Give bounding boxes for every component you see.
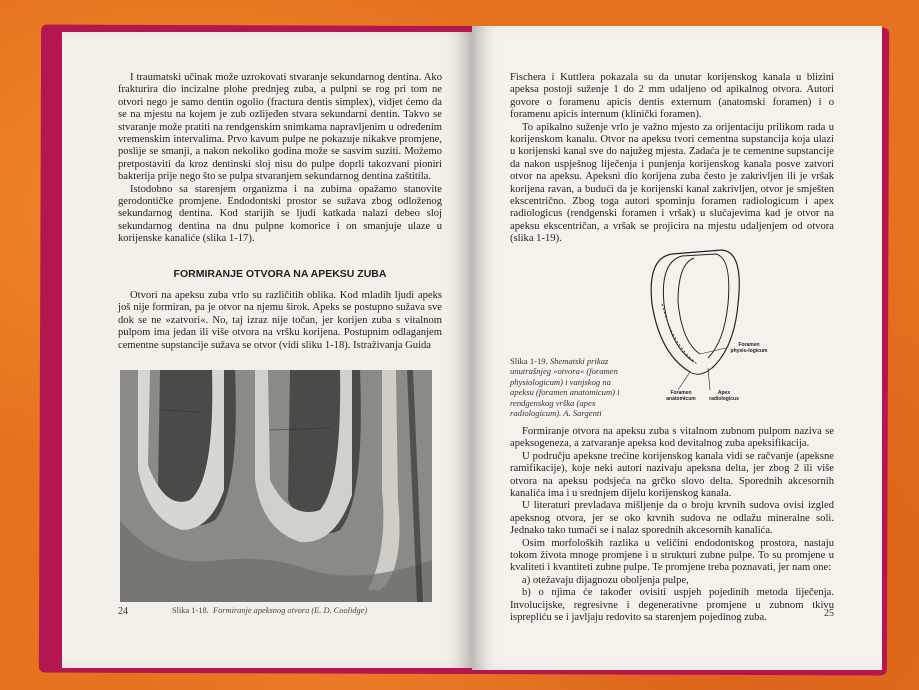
list-item: b) o njima će također ovisiti uspjeh pojedinih metoda liječenja. Involucijske, regresivne i degenerativne promjene u zubnom tkivu isprepliću se i javljaju redovito sa starenjem pojedinog zuba. xyxy=(510,587,834,624)
left-page-intro-text xyxy=(118,72,442,246)
figure-1-18-caption xyxy=(172,606,367,615)
figure-label: Slika 1-18. xyxy=(172,606,209,615)
figure-label: Slika 1-19. xyxy=(510,356,548,366)
right-page-top-text xyxy=(510,72,834,246)
label-foramen-physiologicum: Foramen physio-logicum xyxy=(730,342,768,354)
paragraph: To apikalno suženje vrlo je važno mjesto za orijentaciju prilikom rada u korijenskom kanalu. Otvor na apeksu tvori cementna supstancija koja ulazi u korijenski kanal sve do najužeg mjesta. Zadaća je te cementne supstancije da nakon uspješnog liječenja i punjenja korijenskog kanala posve zatvori otvor na apeksu. Apeksni dio korijena zuba često je zakrivljen ili je vršak korijena ravan, a budući da je korijenski kanal zakrivljen, otvor je smješten ekscentrično. Zbog toga autori spominju foramen radiologicum i apex radiologicus (rendgenski foramen i vršak) u slučajevima kad je otvor na apeksu ekscentričan, a vršak se projicira na mjestu udaljenjem od otvora (slika 1-19). xyxy=(510,121,834,245)
figure-caption-text: Shematski prikaz unutrašnjeg »otvora« (foramen physiologicum) i vanjskog na apeksu (foramen anatomicum) i rendgenskog vrška (apex radiologicum). A. Sargenti xyxy=(510,356,620,419)
figure-1-19-caption xyxy=(510,356,630,418)
left-page xyxy=(62,32,472,668)
label-foramen-anatomicum: Foramen anatomicum xyxy=(666,390,696,402)
page-number: 25 xyxy=(824,608,834,619)
paragraph: Osim morfoloških razlika u veličini endodontskog prostora, nastaju tokom života mnoge promjene i u strukturi zubne pulpe. To su promjene u kvaliteti i kvantiteti zubne pulpe. Te promjene treba poznavati, jer nam one: xyxy=(510,537,834,574)
label-apex-radiologicus: Apex radiologicus xyxy=(709,390,739,402)
left-page-section-text xyxy=(118,290,442,352)
list-item: a) otežavaju dijagnozu oboljenja pulpe, xyxy=(522,574,689,586)
apex-foramen-diagram xyxy=(642,244,762,394)
paragraph: U literaturi prevladava mišljenje da o broju krvnih sudova ovisi izgled apeksnog otvora, jer se oko krvnih sudova ne odlažu mineralne soli. Jednako tako tumači se i nalaz sporednih akcesornih kanalića. xyxy=(510,500,834,537)
paragraph: Formiranje otvora na apeksu zuba s vitalnom zubnom pulpom naziva se apeksogeneza, a zatvaranje apeksa kod devitalnog zuba apeksifikacija. xyxy=(510,426,834,450)
paragraph: U području apeksne trećine korijenskog kanala vidi se račvanje (apeksne ramifikacije), koje neki autori nazivaju apeksna delta, jer zbog 2 ili više otvora na apeksu podsjeća na grčko slovo delta. Sporednih akcesornih kanalića ima i u srednjem dijelu korijenskog kanala. xyxy=(510,450,834,500)
right-page-bottom-text xyxy=(510,426,834,625)
tooth-section-photo xyxy=(120,370,432,602)
paragraph: Fischera i Kuttlera pokazala su da unutar korijenskog kanala u blizini apeksa postoji suženje 1 do 2 mm udaljeno od apikalnog otvora. Autori govore o foramenu apicis dentis externum (anatomski foramen) i o foramenu apicis internum (klinički foramen). xyxy=(510,72,834,121)
figure-caption-text: Formiranje apeksnog otvora (E. D. Coolidge) xyxy=(212,606,368,615)
section-heading: FORMIRANJE OTVORA NA APEKSU ZUBA xyxy=(173,268,387,280)
paragraph: Otvori na apeksu zuba vrlo su različitih oblika. Kod mladih ljudi apeks još nije formiran, pa je otvor na njemu širok. Apeks se postupno sužava sve dok se ne »zatvori«. No, taj izraz nije točan, jer korijen zuba s vitalnom pulpom ima jedan ili više otvora na vršku korijena. Postupnim odlaganjem cementne supstancije sužava se otvor (vidi sliku 1-18). Istraživanja Guida xyxy=(118,290,442,351)
page-number: 24 xyxy=(118,606,128,617)
figure-1-18-photo xyxy=(120,370,432,602)
paragraph: I traumatski učinak može uzrokovati stvaranje sekundarnog dentina. Ako frakturira dio incizalne plohe prednjeg zuba, a pulpni se rog pri tom ne otvori nego je samo dentin ogolio (fractura dentis simplex), vidjet ćemo da se na mjestu na kojem je zub ozlijeđen stvara sekundarni dentin. Takvo se stvaranje može pratiti na rendgenskim snimkama napravljenim u određenim vremenskim intervalima. Prvo kavum pulpe ne pokazuje nikakve promjene, poslije se smanji, a nakon nekoliko godina može se sasvim suziti. Možemo pretpostaviti da kroz dentinski sloj nisu do pulpe doprli takozvani pioniri bakterija prije nego što se pulpa stvaranjem sekundarnog dentina zaštitila. xyxy=(118,72,442,183)
paragraph: Istodobno sa starenjem organizma i na zubima opažamo stanovite gerodontičke promjene. Endodontski prostor se sužava zbog odloženog sekundarnog dentina. Kod starijih se ljudi katkada nalazi debeo sloj sekundarnog dentina na dnu pulpne komorice i on smanjuje ulaze u korijenske kanaliće (slika 1-17). xyxy=(118,183,442,245)
right-page xyxy=(472,26,882,670)
